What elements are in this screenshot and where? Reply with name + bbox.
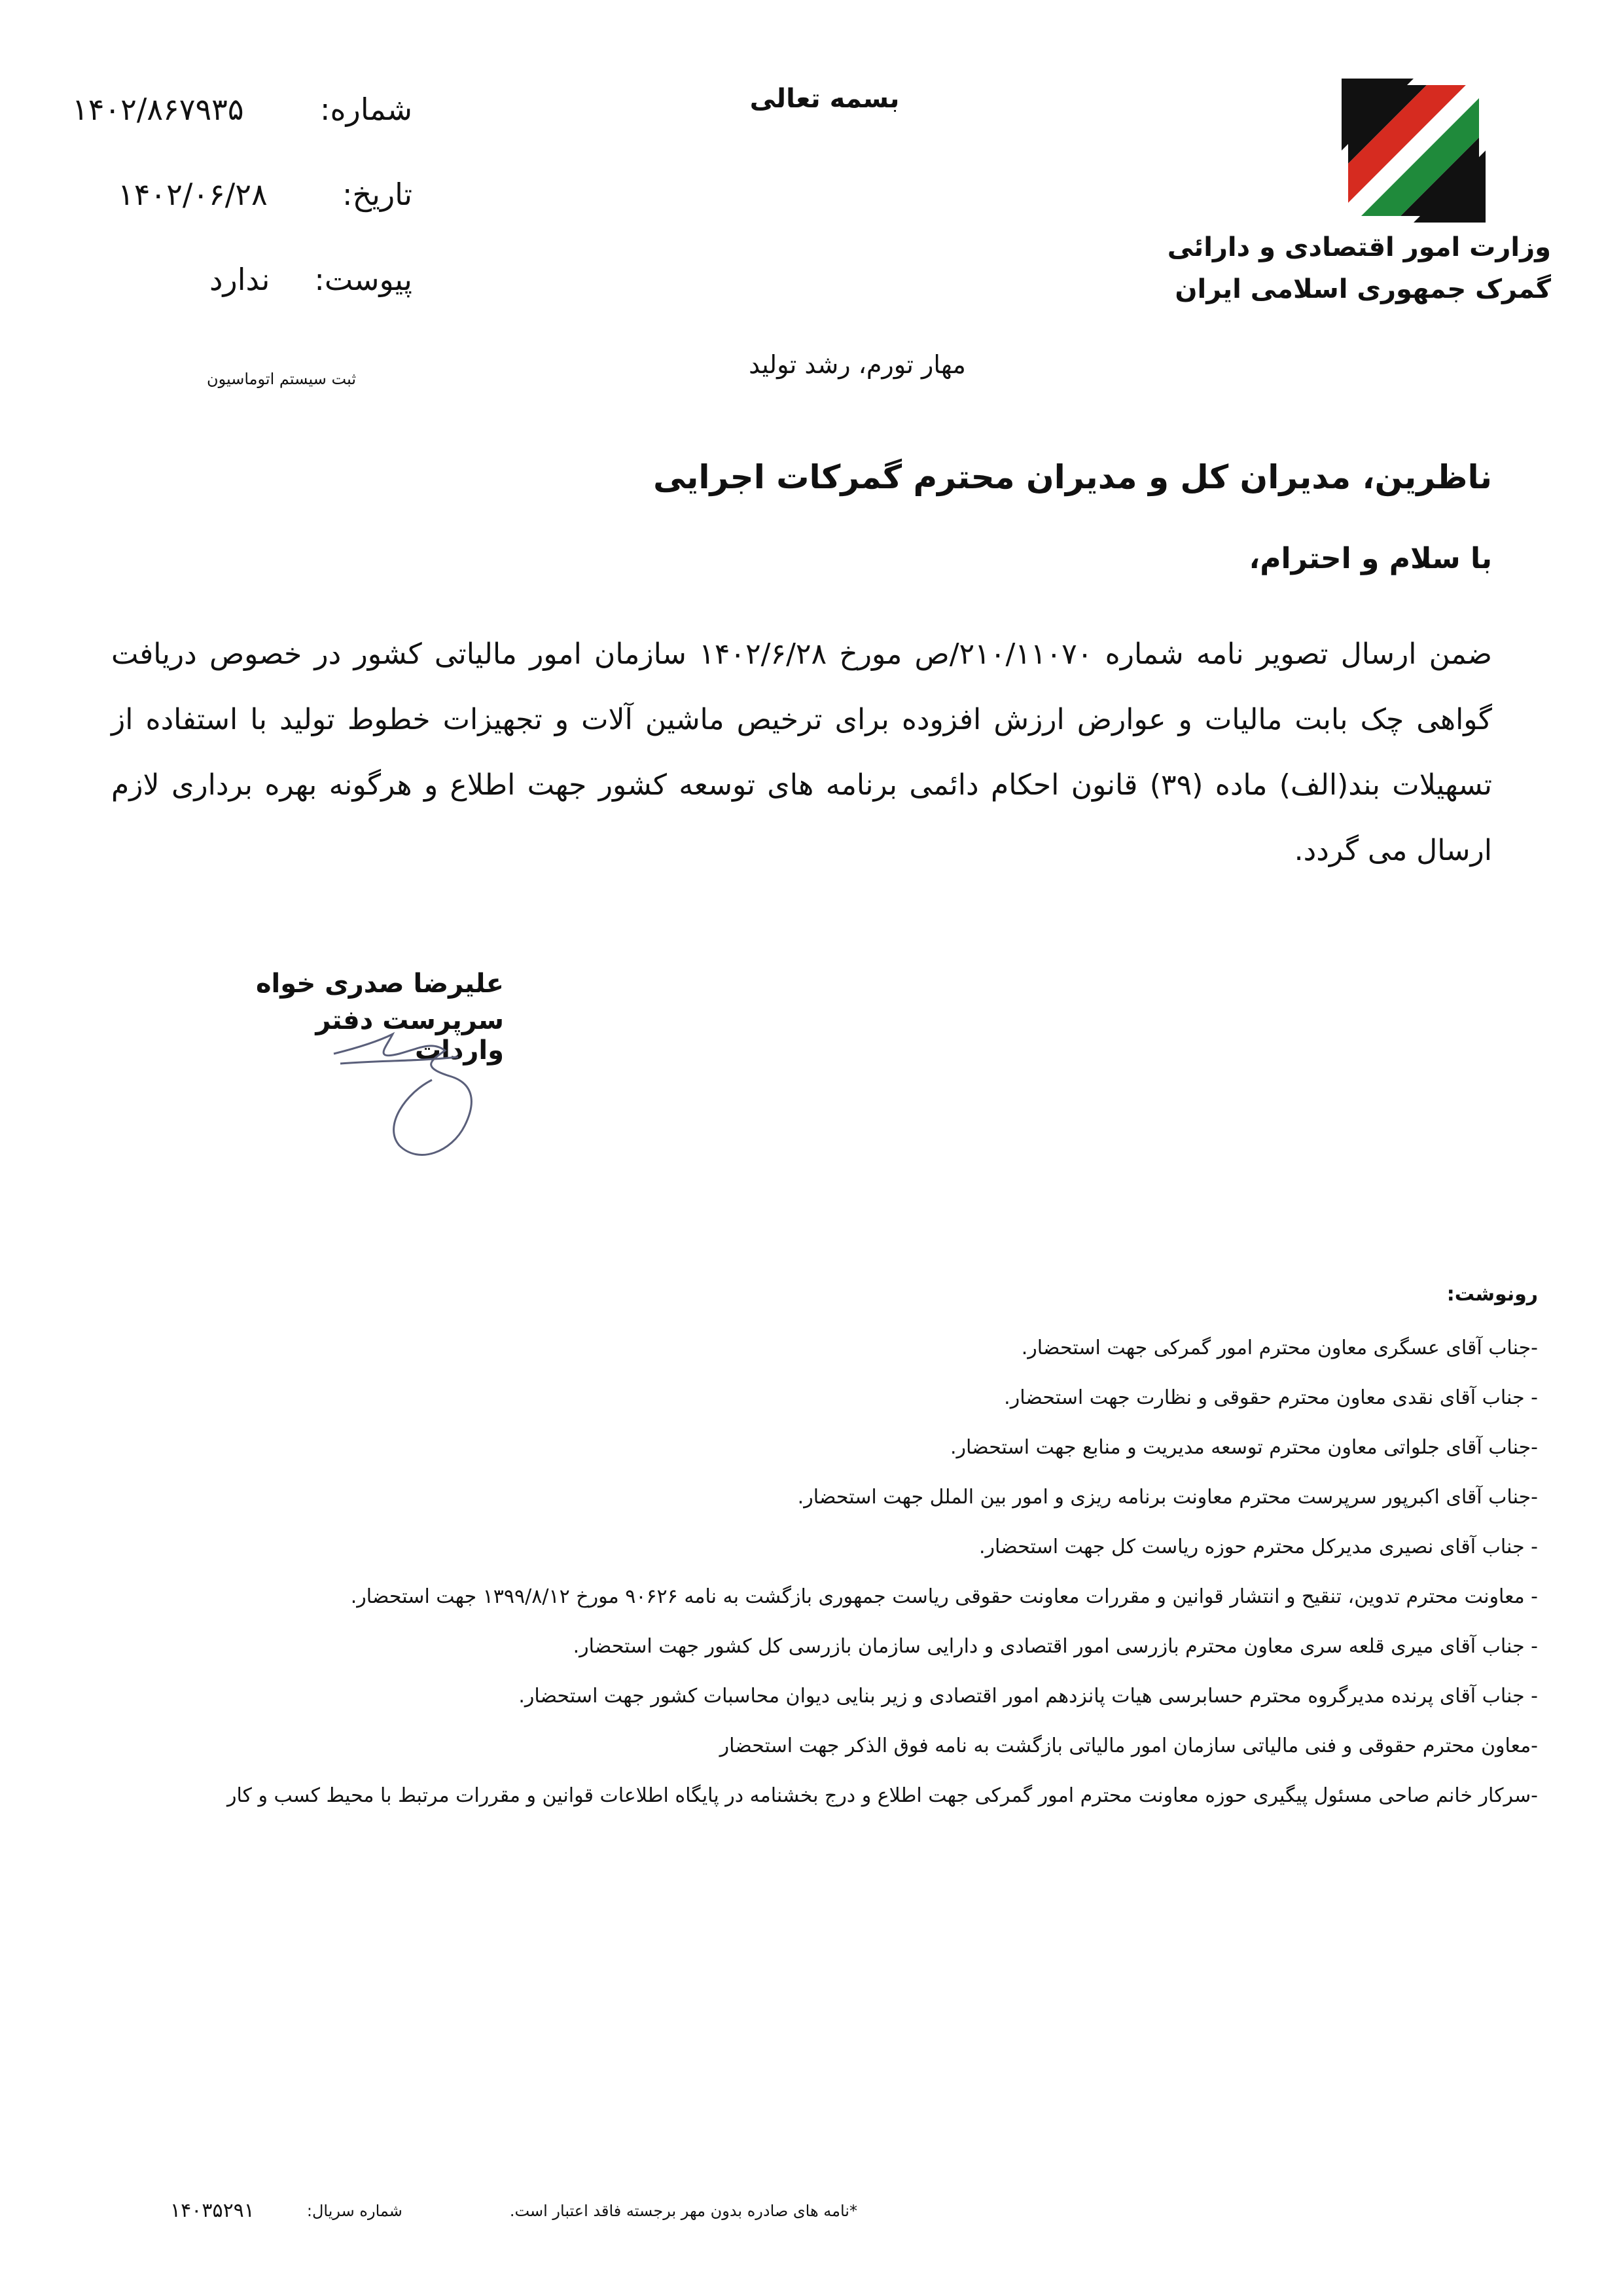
list-item: - جناب آقای نصیری مدیرکل محترم حوزه ریاست کل جهت استحضار. [979,1535,1538,1558]
validity-note: *نامه های صادره بدون مهر برجسته فاقد اعتبار است. [509,2201,857,2220]
date-row [72,177,412,212]
list-item: - جناب آقای پرنده مدیرگروه محترم حسابرسی هیات پانزدهم امور اقتصادی و زیر بنایی دیوان محاسبات کشور جهت استحضار. [518,1685,1538,1708]
letter-number: ۱۴۰۲/۸۶۷۹۳۵ [72,92,244,127]
letter-body: ضمن ارسال تصویر نامه شماره ۲۱۰/۱۱۰۷۰/ص مورخ ۱۴۰۲/۶/۲۸ سازمان امور مالیاتی کشور در خصوص دریافت گواهی چک بابت مالیات و عوارض ارزش افزوده برای ترخیص ماشین آلات و تجهیزات خطوط تولید با استفاده از تسهیلات بند(الف) ماده (۳۹) قانون احکام دائمی برنامه های توسعه کشور جهت اطلاع و هرگونه بهره برداری لازم ارسال می گردد. [111,637,1493,867]
list-item: -معاون محترم حقوقی و فنی مالیاتی سازمان امور مالیاتی بازگشت به نامه فوق الذکر جهت استحضار [719,1734,1538,1757]
list-item: - جناب آقای میری قلعه سری معاون محترم بازرسی امور اقتصادی و دارایی سازمان بازرسی کل کشور جهت استحضار. [573,1635,1538,1658]
attachment-label: پیوست: [314,262,412,297]
slogan: مهار تورم، رشد تولید [749,350,966,379]
system-note: ثبت سیستم اتوماسیون [206,370,356,388]
list-item: -جناب آقای عسگری معاون محترم امور گمرکی جهت استحضار. [1021,1336,1538,1359]
customs-name: گمرک جمهوری اسلامی ایران [1175,274,1551,304]
signer-name: علیرضا صدری خواه [255,969,504,999]
list-item: -جناب آقای اکبرپور سرپرست محترم معاونت برنامه ریزی و امور بین الملل جهت استحضار. [797,1486,1538,1509]
handwritten-signature [321,1014,537,1178]
footer [170,2199,857,2222]
ministry-name: وزارت امور اقتصادی و دارائی [1167,232,1551,262]
attachment-value: ندارد [209,262,270,297]
list-item: -جناب آقای جلواتی معاون محترم توسعه مدیریت و منابع جهت استحضار. [950,1436,1538,1459]
list-item: - جناب آقای نقدی معاون محترم حقوقی و نظارت جهت استحضار. [1004,1386,1538,1409]
copies-heading: رونوشت: [1446,1283,1538,1306]
number-label: شماره: [320,92,412,127]
date-label: تاریخ: [342,177,412,212]
addressee: ناظرین، مدیران کل و مدیران محترم گمرکات اجرایی [653,458,1492,496]
serial-label: شماره سریال: [306,2201,402,2220]
copies-list [59,1323,1538,1821]
ministry-heading [1168,232,1551,316]
greeting: با سلام و احترام، [1249,542,1492,575]
letter-meta [72,92,412,314]
bismillah: بسمه تعالی [749,84,900,114]
list-item: - معاونت محترم تدوین، تنقیح و انتشار قوانین و مقررات معاونت حقوقی ریاست جمهوری بازگشت به نامه ۹۰۶۲۶ مورخ ۱۳۹۹/۸/۱۲ جهت استحضار. [350,1585,1538,1608]
number-row [72,92,412,127]
signer-title: سرپرست دفتر واردات [315,1005,504,1066]
customs-logo-icon [1335,72,1492,229]
serial-number: ۱۴۰۳۵۲۹۱ [170,2199,255,2222]
letter-date: ۱۴۰۲/۰۶/۲۸ [118,177,268,212]
attachment-row [72,262,412,297]
list-item: -سرکار خانم صاحی مسئول پیگیری حوزه معاونت محترم امور گمرکی جهت اطلاع و درج بخشنامه در پایگاه اطلاعات قوانین و مقررات مرتبط با محیط کسب و کار [227,1784,1538,1807]
